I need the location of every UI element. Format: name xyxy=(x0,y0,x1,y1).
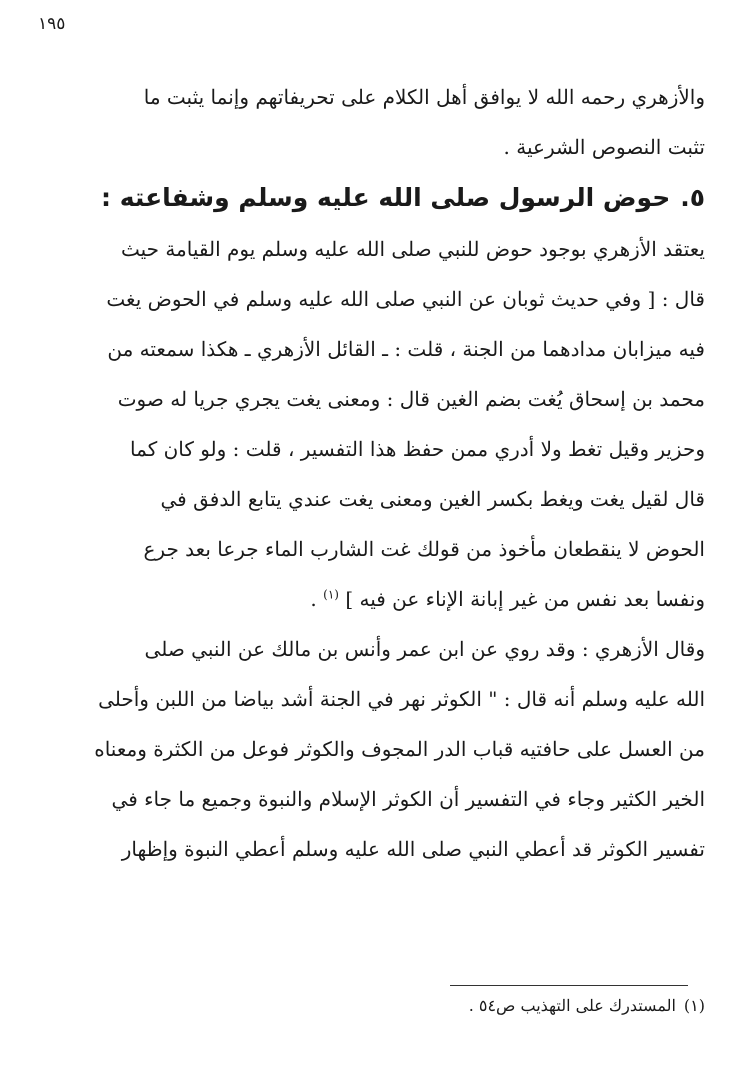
section-heading xyxy=(64,172,705,224)
text-line-with-footnote xyxy=(64,574,705,624)
paragraph-hawd xyxy=(64,224,705,624)
sentence-end: . xyxy=(310,587,324,611)
text-line: من العسل على حافتيه قباب الدر المجوف والكوثر فوعل من الكثرة ومعناه xyxy=(94,737,705,761)
paragraph-kawthar xyxy=(64,624,705,874)
text-line: الحوض لا ينقطعان مأخوذ من قولك غت الشارب الماء جرعا بعد جرع xyxy=(143,537,705,561)
page-body xyxy=(64,72,705,874)
text-line: يعتقد الأزهري بوجود حوض للنبي صلى الله عليه وسلم يوم القيامة حيث xyxy=(120,237,705,261)
text-line: تفسير الكوثر قد أعطي النبي صلى الله عليه وسلم أعطي النبوة وإظهار xyxy=(121,837,705,861)
footnote xyxy=(64,996,705,1015)
footnote-reference[interactable]: (١) xyxy=(323,587,339,602)
text-line: الخير الكثير وجاء في التفسير أن الكوثر الإسلام والنبوة وجميع ما جاء في xyxy=(111,787,705,811)
section-number: ٥. xyxy=(680,183,705,212)
text-line: الله عليه وسلم أنه قال : " الكوثر نهر في الجنة أشد بياضا من اللبن وأحلى xyxy=(98,687,705,711)
footnote-text: المستدرك على التهذيب ص٥٤ . xyxy=(468,996,676,1015)
text-line: وحزير وقيل تغط ولا أدري ممن حفظ هذا التفسير ، قلت : ولو كان كما xyxy=(130,437,705,461)
text-line: قال لقيل يغت ويغط بكسر الغين ومعنى يغت عندي يتابع الدفق في xyxy=(160,487,705,511)
text-line: محمد بن إسحاق يُغت بضم الغين قال : ومعنى يغت يجري جريا له صوت xyxy=(117,387,705,411)
text-line: قال : [ وفي حديث ثوبان عن النبي صلى الله عليه وسلم في الحوض يغت xyxy=(106,287,705,311)
paragraph-intro xyxy=(64,72,705,172)
text-line-content: ونفسا بعد نفس من غير إبانة الإناء عن فيه ] xyxy=(345,587,705,611)
section-title: حوض الرسول صلى الله عليه وسلم وشفاعته : xyxy=(101,183,671,212)
text-line: والأزهري رحمه الله لا يوافق أهل الكلام على تحريفاتهم وإنما يثبت ما xyxy=(143,85,705,109)
page-number: ١٩٥ xyxy=(38,14,66,34)
footnote-number: (١) xyxy=(683,996,705,1015)
text-line: وقال الأزهري : وقد روي عن ابن عمر وأنس بن مالك عن النبي صلى xyxy=(144,637,705,661)
text-line: فيه ميزابان مدادهما من الجنة ، قلت : ـ القائل الأزهري ـ هكذا سمعته من xyxy=(107,337,705,361)
footnote-divider xyxy=(450,985,688,986)
text-line: تثبت النصوص الشرعية . xyxy=(503,135,705,159)
